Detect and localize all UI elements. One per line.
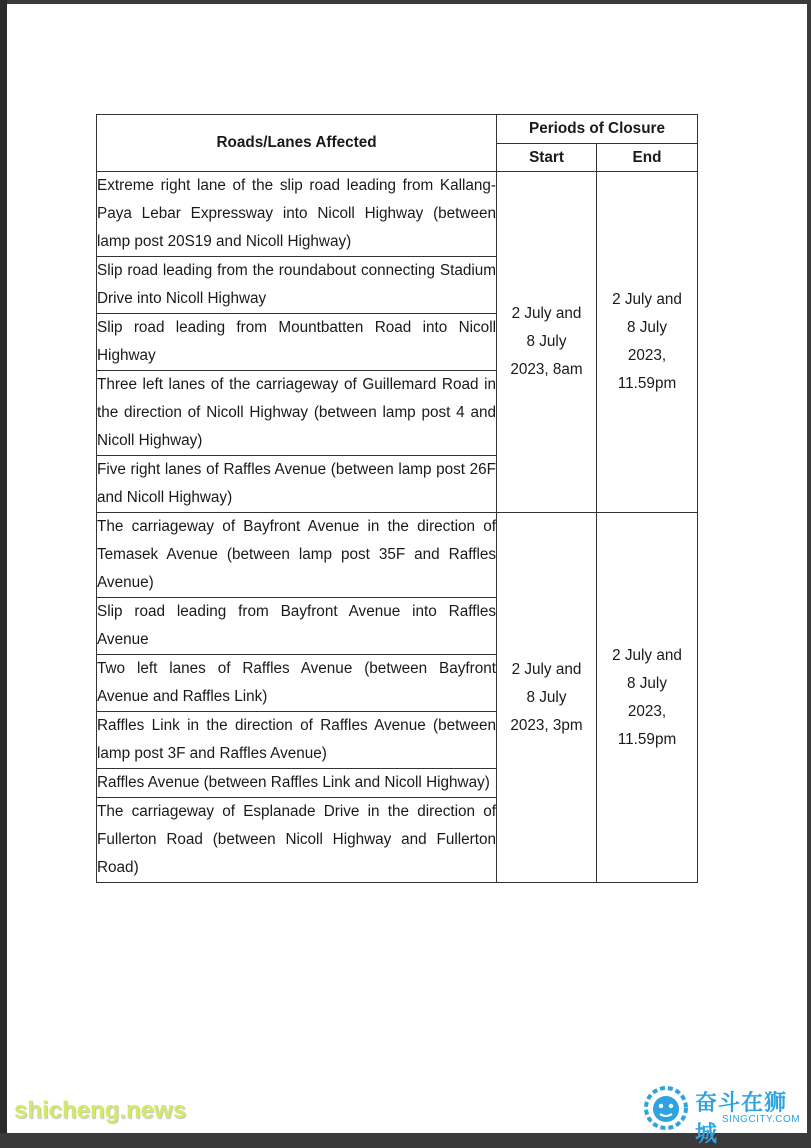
road-cell: Slip road leading from Mountbatten Road into Nicoll Highway	[97, 314, 497, 371]
watermark-singcity	[640, 1086, 808, 1146]
date-line: 8 July	[627, 674, 667, 692]
date-line: 11.59pm	[617, 730, 677, 748]
date-line: 8 July	[526, 688, 567, 706]
road-cell: Raffles Avenue (between Raffles Link and Nicoll Highway)	[97, 769, 497, 798]
watermark-shicheng: shicheng.news	[14, 1097, 187, 1124]
end-date-cell	[597, 172, 698, 513]
window-edge	[0, 0, 7, 1133]
road-cell: Slip road leading from the roundabout connecting Stadium Drive into Nicoll Highway	[97, 257, 497, 314]
start-date-cell	[497, 172, 597, 513]
road-cell: Extreme right lane of the slip road leading from Kallang-Paya Lebar Expressway into Nicoll Highway (between lamp post 20S19 and Nicoll Highway)	[97, 172, 497, 257]
roads-header: Roads/Lanes Affected	[97, 115, 497, 172]
date-line: 11.59pm	[617, 375, 677, 392]
header-row	[97, 115, 698, 144]
date-line: 2023, 8am	[510, 361, 583, 378]
date-line: 2 July and	[612, 646, 682, 664]
road-cell: Slip road leading from Bayfront Avenue into Raffles Avenue	[97, 598, 497, 655]
start-date-cell	[497, 513, 597, 883]
date-line: 2 July and	[511, 660, 582, 678]
date-line: 2023,	[627, 347, 667, 364]
lion-logo-icon	[642, 1086, 690, 1130]
watermark-title: 奋斗在狮城	[695, 1090, 788, 1146]
periods-header: Periods of Closure	[497, 115, 698, 144]
end-header: End	[597, 143, 698, 172]
road-cell: Two left lanes of Raffles Avenue (between Bayfront Avenue and Raffles Link)	[97, 655, 497, 712]
road-cell: The carriageway of Bayfront Avenue in the direction of Temasek Avenue (between lamp post 35F and Raffles Avenue)	[97, 513, 497, 598]
road-closure-table	[96, 114, 698, 883]
date-line: 2023, 3pm	[510, 716, 583, 734]
watermark-subtitle: SINGCITY.COM	[722, 1114, 801, 1125]
start-header: Start	[497, 143, 597, 172]
end-date-cell	[597, 513, 698, 883]
date-line: 2 July and	[612, 291, 682, 308]
table-row	[97, 172, 698, 257]
date-line: 8 July	[526, 333, 567, 350]
date-line: 2 July and	[511, 305, 582, 322]
table-row	[97, 513, 698, 598]
road-cell: Raffles Link in the direction of Raffles Avenue (between lamp post 3F and Raffles Avenue)	[97, 712, 497, 769]
date-line: 8 July	[627, 319, 667, 336]
road-cell: Three left lanes of the carriageway of Guillemard Road in the direction of Nicoll Highway (between lamp post 4 and Nicoll Highway)	[97, 371, 497, 456]
road-cell: The carriageway of Esplanade Drive in the direction of Fullerton Road (between Nicoll Highway and Fullerton Road)	[97, 798, 497, 883]
date-line: 2023,	[627, 702, 667, 720]
road-cell: Five right lanes of Raffles Avenue (between lamp post 26F and Nicoll Highway)	[97, 456, 497, 513]
